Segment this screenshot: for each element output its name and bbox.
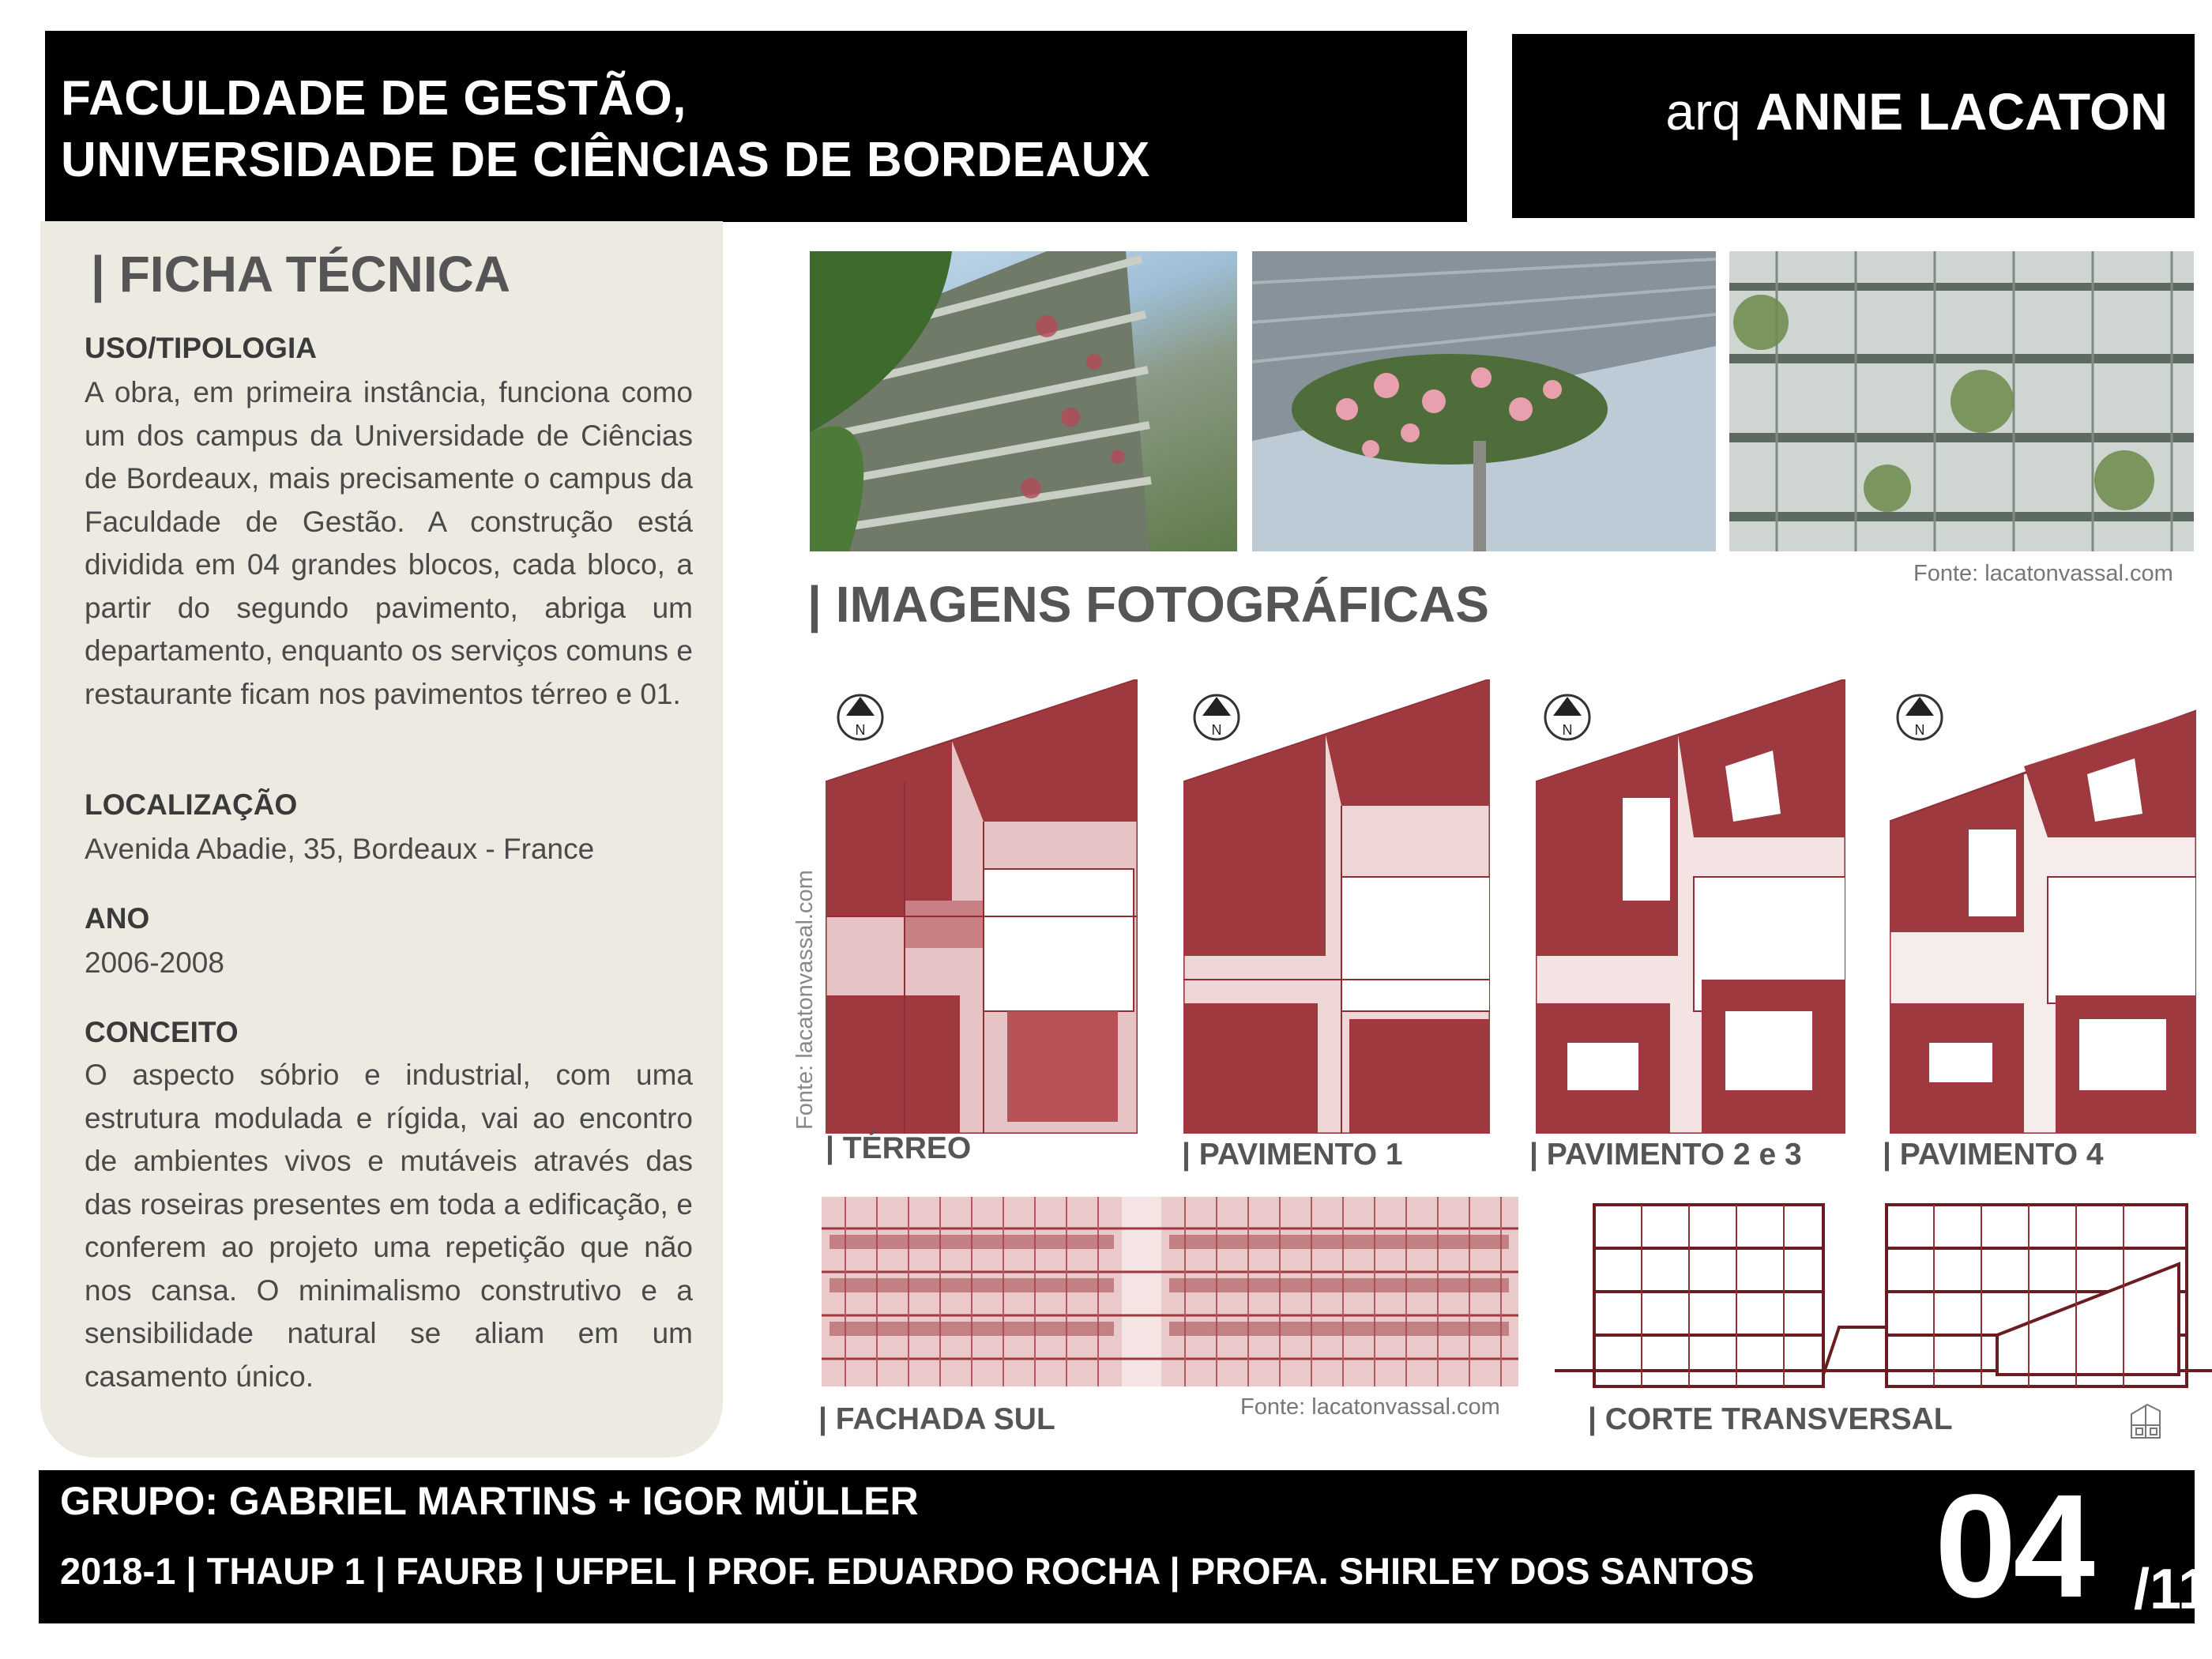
north-arrow-icon — [1191, 692, 1242, 743]
section-corte-transversal — [1555, 1201, 2212, 1390]
north-arrow-icon — [835, 692, 886, 743]
ano-heading: ANO — [85, 902, 150, 935]
elevation-source-caption: Fonte: lacatonvassal.com — [1240, 1394, 1500, 1420]
plan-label-pavimento-2-3: | PAVIMENTO 2 e 3 — [1529, 1138, 1802, 1172]
north-arrow-icon — [1894, 692, 1945, 743]
building-key-icon — [2124, 1398, 2168, 1443]
elevation-fachada-sul — [822, 1197, 1518, 1386]
photo-facade-roses — [810, 251, 1237, 551]
svg-text:N: N — [1914, 722, 1925, 738]
technical-sheet-panel — [40, 221, 723, 1458]
uso-text: A obra, em primeira instância, funciona como um dos campus da Universidade de Ciências de Bordeaux, mais precisamente o campus da Faculdade de Gestão. A construção está dividida em 04 grandes blocos, cada bloco, a partir do segundo pavimento, abriga um departamento, enquanto os serviços comuns e restaurante ficam nos pavimentos térreo e 01. — [85, 376, 693, 710]
uso-heading: USO/TIPOLOGIA — [85, 332, 317, 364]
ano-text: 2006-2008 — [85, 946, 224, 979]
plan-pavimento-2-3 — [1536, 679, 1845, 1134]
plan-pavimento-4 — [1890, 679, 2196, 1134]
project-title-line-1: FACULDADE DE GESTÃO, — [61, 71, 687, 126]
svg-text:N: N — [1211, 722, 1222, 738]
photos-source-caption: Fonte: lacatonvassal.com — [1913, 561, 2173, 586]
photo-balcony-roses — [1252, 251, 1716, 551]
plan-label-pavimento-1: | PAVIMENTO 1 — [1182, 1138, 1403, 1172]
project-title-box — [45, 31, 1467, 222]
conceito-text: O aspecto sóbrio e industrial, com uma estrutura modulada e rígida, vai ao encontro de ambientes vivos e mutáveis através das das roseiras presentes em toda a edificação, e conferem ao projeto uma repetição que não nos cansa. O minimalismo construtivo e a sensibilidade natural se aliam em um casamento único. — [85, 1059, 693, 1393]
elevation-label-fachada-sul: | FACHADA SUL — [818, 1402, 1055, 1436]
localizacao-text: Avenida Abadie, 35, Bordeaux - France — [85, 833, 595, 865]
project-title-line-2: UNIVERSIDADE DE CIÊNCIAS DE BORDEAUX — [61, 133, 1150, 187]
footer-course-info: 2018-1 | THAUP 1 | FAURB | UFPEL | PROF. EDUARDO ROCHA | PROFA. SHIRLEY DOS SANTOS — [60, 1550, 1755, 1592]
architect-box — [1512, 34, 2195, 218]
north-arrow-icon — [1542, 692, 1593, 743]
section-label-corte-transversal: | CORTE TRANSVERSAL — [1588, 1402, 1953, 1436]
page-total: /11 — [2134, 1558, 2210, 1621]
page-number: 04 — [1935, 1465, 2092, 1628]
svg-text:N: N — [1562, 722, 1573, 738]
plan-terreo — [826, 679, 1138, 1134]
architect-name: ANNE LACATON — [1755, 82, 2168, 141]
plan-pavimento-1 — [1183, 679, 1490, 1134]
conceito-heading: CONCEITO — [85, 1016, 239, 1048]
architect-prefix: arq — [1665, 82, 1756, 141]
photo-courtyard-galleries — [1729, 251, 2194, 551]
plan-label-pavimento-4: | PAVIMENTO 4 — [1883, 1138, 2104, 1172]
plan-label-terreo: | TÉRREO — [826, 1131, 972, 1165]
architect-text — [1665, 81, 2168, 141]
svg-text:N: N — [855, 722, 866, 738]
footer-group-names: GRUPO: GABRIEL MARTINS + IGOR MÜLLER — [60, 1479, 919, 1523]
localizacao-heading: LOCALIZAÇÃO — [85, 788, 298, 821]
footer-bar — [39, 1465, 2210, 1628]
plans-source-caption: Fonte: lacatonvassal.com — [792, 870, 818, 1130]
technical-sheet-title: | FICHA TÉCNICA — [91, 246, 511, 303]
photos-section-title: | IMAGENS FOTOGRÁFICAS — [807, 576, 1489, 633]
